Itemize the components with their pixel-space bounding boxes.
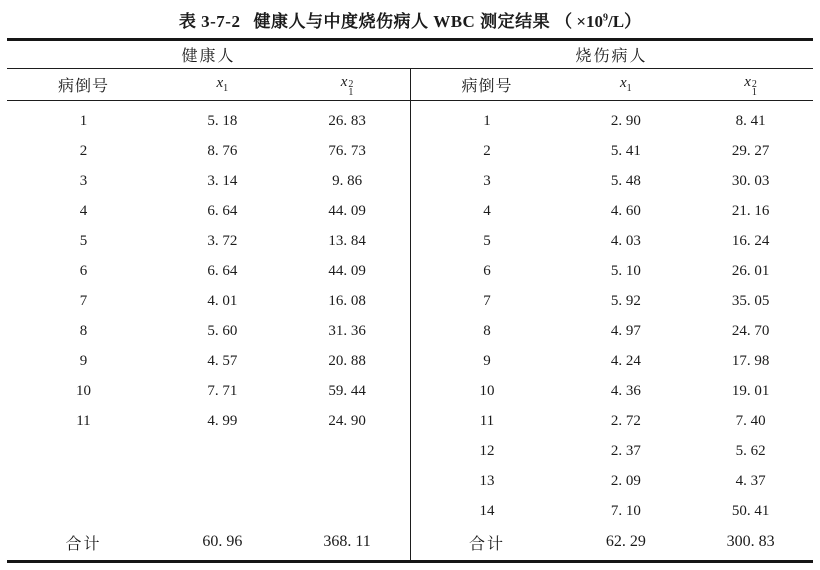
cell-x1-squared: 29. 27 [731, 142, 770, 159]
cell-case-number: 12 [479, 442, 495, 459]
right-column-headers [410, 69, 814, 100]
cell-x1: 7. 71 [207, 382, 238, 399]
cell-x1-squared: 44. 09 [328, 262, 366, 279]
cell-x1: 4. 24 [610, 352, 641, 369]
table-row [7, 406, 410, 436]
table-row [411, 466, 814, 496]
cell-x1: 5. 48 [610, 172, 641, 189]
cell-case-number: 2 [79, 142, 88, 159]
cell-x1-squared: 26. 01 [731, 262, 770, 279]
cell-x1: 6. 64 [207, 202, 238, 219]
cell-case-number: 13 [479, 472, 495, 489]
column-header-row [7, 69, 813, 101]
table-row [7, 256, 410, 286]
cell-case-number: 9 [483, 352, 491, 369]
table-row [7, 286, 410, 316]
cell-x1: 4. 01 [207, 292, 238, 309]
cell-x1-squared: 26. 83 [328, 112, 366, 129]
left-column-headers [7, 69, 410, 100]
cell-x1: 4. 99 [207, 412, 238, 429]
cell-case-number: 1 [483, 112, 491, 129]
table-row [411, 106, 814, 136]
cell-case-number: 9 [79, 352, 88, 369]
cell-case-number: 11 [479, 412, 495, 429]
cell-x1-squared: 16. 24 [731, 232, 770, 249]
cell-case-number: 6 [483, 262, 491, 279]
cell-x1-squared: 20. 88 [328, 352, 366, 369]
cell-x1-squared: 24. 90 [328, 412, 366, 429]
cell-case-number: 8 [79, 322, 88, 339]
cell-x1-squared: 21. 16 [731, 202, 770, 219]
cell-case-number: 3 [79, 172, 88, 189]
table-row [7, 226, 410, 256]
cell-x1-squared: 35. 05 [731, 292, 770, 309]
table-row [411, 376, 814, 406]
total-x1-squared: 300. 83 [726, 533, 775, 550]
table-row [411, 496, 814, 526]
cell-case-number: 5 [79, 232, 88, 249]
table-number: 表 3-7-2 [178, 12, 241, 31]
table-row [411, 286, 814, 316]
group-header-healthy: 健康人 [181, 48, 236, 66]
cell-x1: 5. 41 [610, 142, 641, 159]
table-row [7, 106, 410, 136]
cell-x1: 6. 64 [207, 262, 238, 279]
cell-x1: 2. 09 [610, 472, 641, 489]
healthy-group-body [7, 101, 410, 560]
table-row [7, 376, 410, 406]
cell-x1: 2. 90 [610, 112, 641, 129]
total-row [7, 526, 410, 558]
total-x1: 60. 96 [202, 533, 243, 550]
table-row [411, 406, 814, 436]
case-number-header: 病倒号 [461, 78, 513, 96]
cell-x1-squared: 50. 41 [731, 502, 770, 519]
cell-x1-squared: 30. 03 [731, 172, 770, 189]
cell-x1: 5. 60 [207, 322, 238, 339]
group-header-row [7, 41, 813, 69]
x1-squared-header: x 2 1 [744, 73, 757, 99]
cell-x1-squared: 9. 86 [332, 172, 363, 189]
cell-case-number: 4 [79, 202, 88, 219]
cell-x1: 7. 10 [610, 502, 641, 519]
cell-x1-squared: 4. 37 [735, 472, 766, 489]
cell-case-number: 5 [483, 232, 491, 249]
cell-x1-squared: 7. 40 [735, 412, 766, 429]
total-x1-squared: 368. 11 [323, 533, 371, 550]
cell-case-number: 7 [79, 292, 88, 309]
cell-x1: 4. 60 [610, 202, 641, 219]
cell-case-number: 6 [79, 262, 88, 279]
total-label: 合计 [65, 535, 102, 553]
page-title [0, 7, 820, 32]
cell-x1-squared: 5. 62 [735, 442, 766, 459]
table-row [7, 316, 410, 346]
cell-x1-squared: 19. 01 [731, 382, 770, 399]
cell-x1: 2. 37 [610, 442, 641, 459]
cell-x1-squared: 76. 73 [328, 142, 366, 159]
cell-x1-squared: 44. 09 [328, 202, 366, 219]
table-body [7, 101, 813, 560]
cell-case-number: 2 [483, 142, 491, 159]
cell-x1-squared: 8. 41 [735, 112, 766, 129]
cell-case-number: 14 [479, 502, 495, 519]
case-number-header: 病倒号 [57, 78, 109, 96]
cell-x1: 5. 18 [207, 112, 238, 129]
table-row [7, 136, 410, 166]
cell-case-number: 7 [483, 292, 491, 309]
cell-x1: 2. 72 [610, 412, 641, 429]
cell-x1-squared: 59. 44 [328, 382, 366, 399]
total-x1: 62. 29 [605, 533, 646, 550]
cell-x1-squared: 17. 98 [731, 352, 770, 369]
table-row [411, 136, 814, 166]
table-row [411, 346, 814, 376]
cell-x1: 5. 92 [610, 292, 641, 309]
cell-x1-squared: 13. 84 [328, 232, 366, 249]
x1-header: $x_1$ [216, 75, 229, 95]
cell-x1-squared: 16. 08 [328, 292, 366, 309]
unit-label: （ $\times 10^9/L$） [555, 12, 642, 31]
x1-header: $x_1$ [619, 75, 632, 95]
x1-squared-header: x 2 1 [340, 73, 354, 99]
cell-case-number: 1 [79, 112, 88, 129]
cell-x1: 4. 36 [610, 382, 641, 399]
cell-case-number: 8 [483, 322, 491, 339]
table-row [411, 256, 814, 286]
cell-x1: 4. 57 [207, 352, 238, 369]
table-row [411, 436, 814, 466]
table-row [7, 346, 410, 376]
table-row [7, 166, 410, 196]
cell-x1: 4. 03 [610, 232, 641, 249]
total-row [411, 526, 814, 558]
total-label: 合计 [468, 535, 505, 553]
cell-x1: 4. 97 [610, 322, 641, 339]
burn-group-body [410, 101, 814, 560]
cell-x1: 3. 72 [207, 232, 238, 249]
group-header-burn: 烧伤病人 [575, 48, 648, 66]
table-row [411, 196, 814, 226]
table-title-text: 健康人与中度烧伤病人 WBC 测定结果 [253, 12, 551, 31]
table-row [411, 316, 814, 346]
cell-case-number: 11 [76, 412, 91, 429]
table-row [411, 166, 814, 196]
cell-x1: 3. 14 [207, 172, 238, 189]
cell-case-number: 4 [483, 202, 491, 219]
cell-x1-squared: 24. 70 [731, 322, 770, 339]
cell-x1: 8. 76 [207, 142, 238, 159]
table-row [7, 196, 410, 226]
cell-case-number: 10 [75, 382, 91, 399]
cell-case-number: 10 [479, 382, 495, 399]
cell-x1-squared: 31. 36 [328, 322, 366, 339]
cell-x1: 5. 10 [610, 262, 641, 279]
cell-case-number: 3 [483, 172, 491, 189]
data-table [7, 38, 813, 563]
table-row [411, 226, 814, 256]
